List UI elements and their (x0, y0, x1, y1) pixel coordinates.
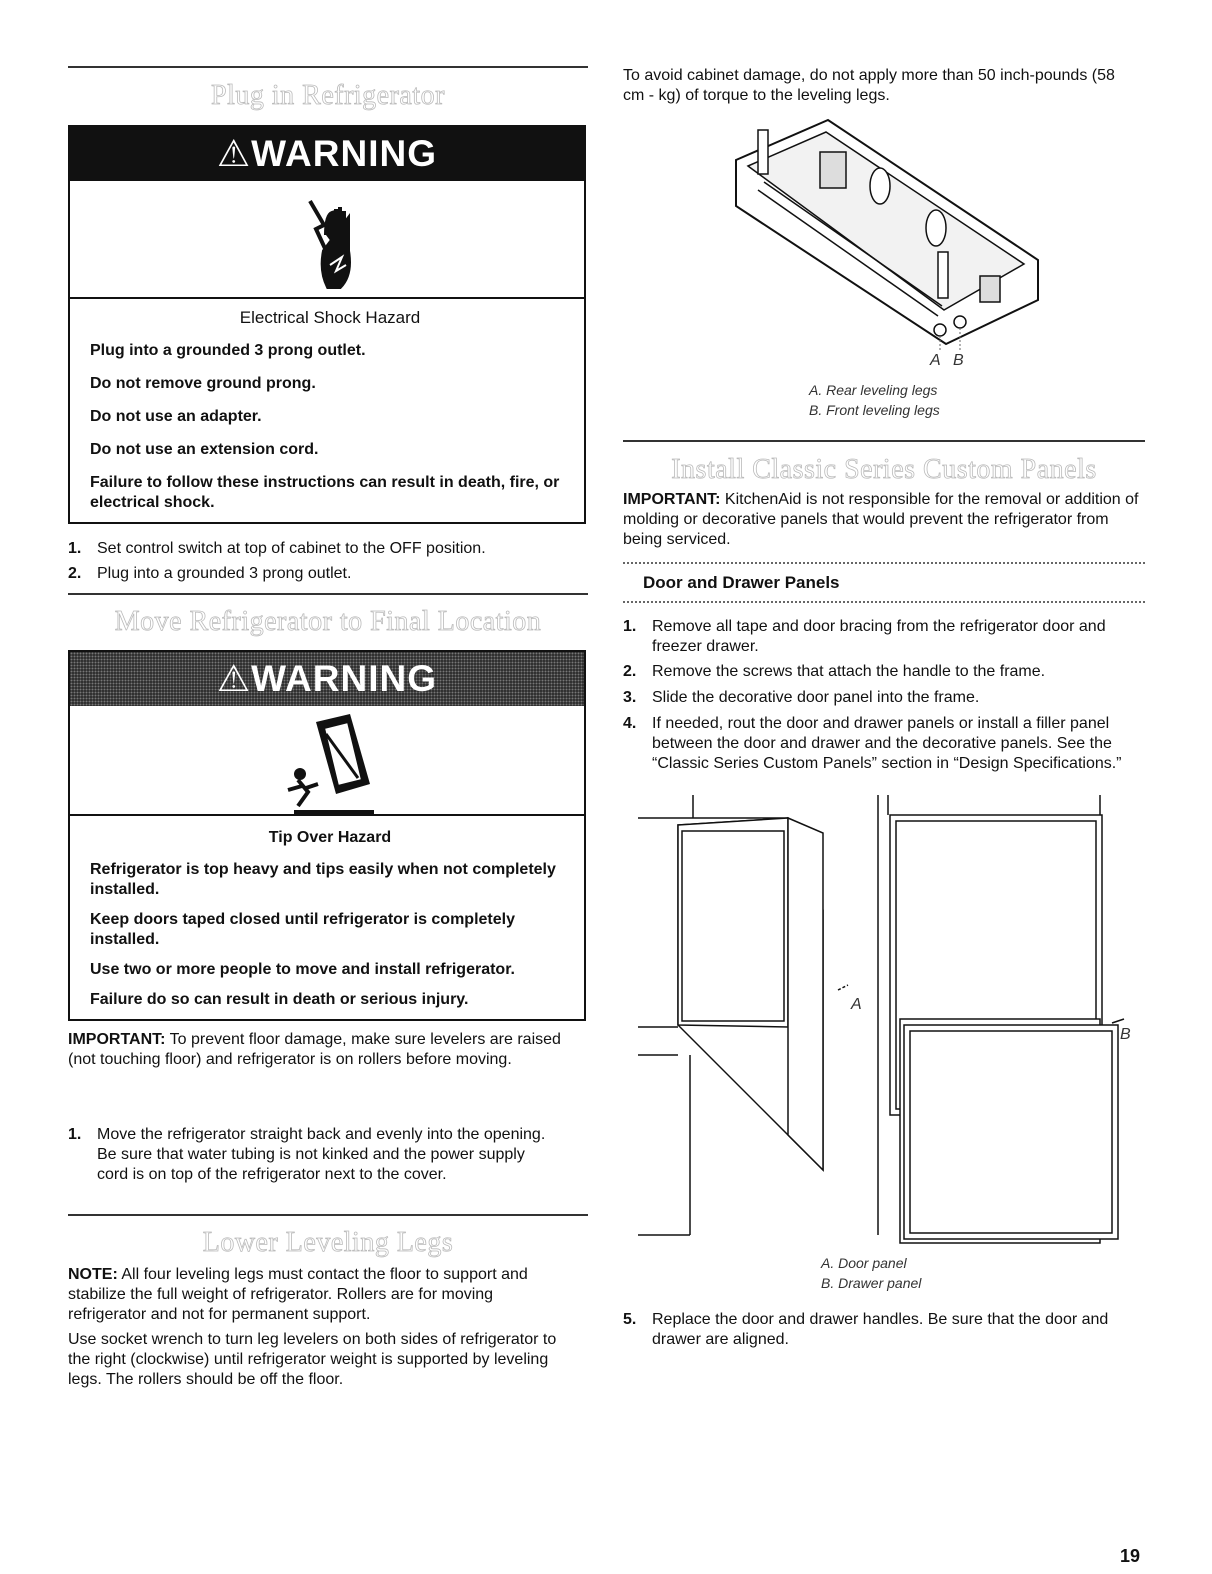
figure-caption: A. Door panel (821, 1255, 907, 1271)
list-item: 1. Remove all tape and door bracing from the refrigerator door and freezer drawer. (623, 618, 1106, 655)
warning-line: Do not remove ground prong. (90, 375, 316, 392)
panels-section-title: Install Classic Series Custom Panels (671, 454, 1097, 485)
list-item: 4. If needed, rout the door and drawer panels or install a filler panel between the door and drawer and the decorative panels. See the “Classic Series Custom Panels” section in “Design Specifications.” (623, 715, 1122, 772)
important-note: IMPORTANT: KitchenAid is not responsible for the removal or addition of molding or decorative panels that would prevent the refrigerator from being serviced. (623, 491, 1139, 548)
torque-paragraph: To avoid cabinet damage, do not apply more than 50 inch-pounds (58 cm - kg) of torque to the leveling legs. (623, 67, 1115, 104)
figure-label-b: B (953, 352, 964, 369)
list-item: 3. Slide the decorative door panel into the frame. (623, 689, 980, 706)
electrical-warning-box (68, 125, 586, 524)
warning-divider (70, 814, 584, 816)
warning-line: Failure do so can result in death or serious injury. (90, 991, 469, 1008)
warning-line: Keep doors taped closed until refrigerator is completely installed. (90, 911, 515, 948)
warning-text-block (90, 308, 570, 513)
list-item: 1. Set control switch at top of cabinet to the OFF position. (68, 540, 486, 557)
warning-line: Do not use an extension cord. (90, 441, 319, 458)
list-item: 1. Move the refrigerator straight back and evenly into the opening. Be sure that water tubing is not kinked and the power supply cord is on top of the refrigerator next to the cover. (68, 1126, 546, 1183)
figure-caption: B. Front leveling legs (809, 402, 940, 418)
leveling-legs-diagram (728, 110, 1058, 350)
warning-line: Do not use an adapter. (90, 408, 262, 425)
figure-caption: B. Drawer panel (821, 1275, 922, 1291)
list-item: 5. Replace the door and drawer handles. Be sure that the door and drawer are aligned. (623, 1311, 1109, 1348)
dotted-rule (623, 562, 1145, 564)
hazard-title: Tip Over Hazard (268, 829, 392, 846)
important-note: IMPORTANT: To prevent floor damage, make sure levelers are raised (not touching floor) and refrigerator is on rollers before moving. (68, 1031, 561, 1068)
dotted-rule (623, 601, 1145, 603)
section-rule (68, 593, 588, 595)
electrical-shock-icon (302, 195, 362, 295)
plug-section-title: Plug in Refrigerator (211, 80, 445, 111)
warning-triangle-icon: ⚠ (217, 658, 252, 699)
figure-label-a: A (851, 996, 862, 1013)
tip-over-icon (278, 714, 378, 824)
warning-line: Plug into a grounded 3 prong outlet. (90, 342, 366, 359)
warning-text-block (90, 828, 570, 1010)
note-paragraph: NOTE: All four leveling legs must contact the floor to support and stabilize the full weight of refrigerator. Rollers are for moving refrigerator and not for permanent support. (68, 1266, 528, 1323)
figure-label-a: A (930, 352, 941, 369)
page-number: 19 (1120, 1546, 1141, 1566)
lower-section-title: Lower Leveling Legs (202, 1227, 454, 1258)
warning-divider (70, 297, 584, 299)
door-drawer-panels-diagram (638, 795, 1118, 1245)
section-rule (68, 1214, 588, 1216)
figure-caption: A. Rear leveling legs (809, 382, 938, 398)
warning-triangle-icon: ⚠ (217, 133, 252, 174)
warning-header: ⚠WARNING (70, 652, 584, 706)
list-item: 2. Plug into a grounded 3 prong outlet. (68, 565, 352, 582)
list-item: 2. Remove the screws that attach the handle to the frame. (623, 663, 1046, 680)
figure-label-b: B (1120, 1026, 1131, 1043)
section-rule (623, 440, 1145, 442)
warning-header: ⚠WARNING (70, 127, 584, 181)
tip-over-warning-box (68, 650, 586, 1021)
move-section-title: Move Refrigerator to Final Location (114, 606, 542, 637)
section-rule (68, 66, 588, 68)
subhead: Door and Drawer Panels (643, 573, 840, 592)
warning-line: Use two or more people to move and install refrigerator. (90, 961, 515, 978)
warning-line: Failure to follow these instructions can result in death, fire, or electrical shock. (90, 474, 560, 511)
warning-line: Refrigerator is top heavy and tips easily when not completely installed. (90, 861, 556, 898)
paragraph: Use socket wrench to turn leg levelers on both sides of refrigerator to the right (clockwise) until refrigerator weight is supported by leveling legs. The rollers should be off the floor. (68, 1331, 557, 1388)
hazard-title: Electrical Shock Hazard (239, 308, 421, 327)
